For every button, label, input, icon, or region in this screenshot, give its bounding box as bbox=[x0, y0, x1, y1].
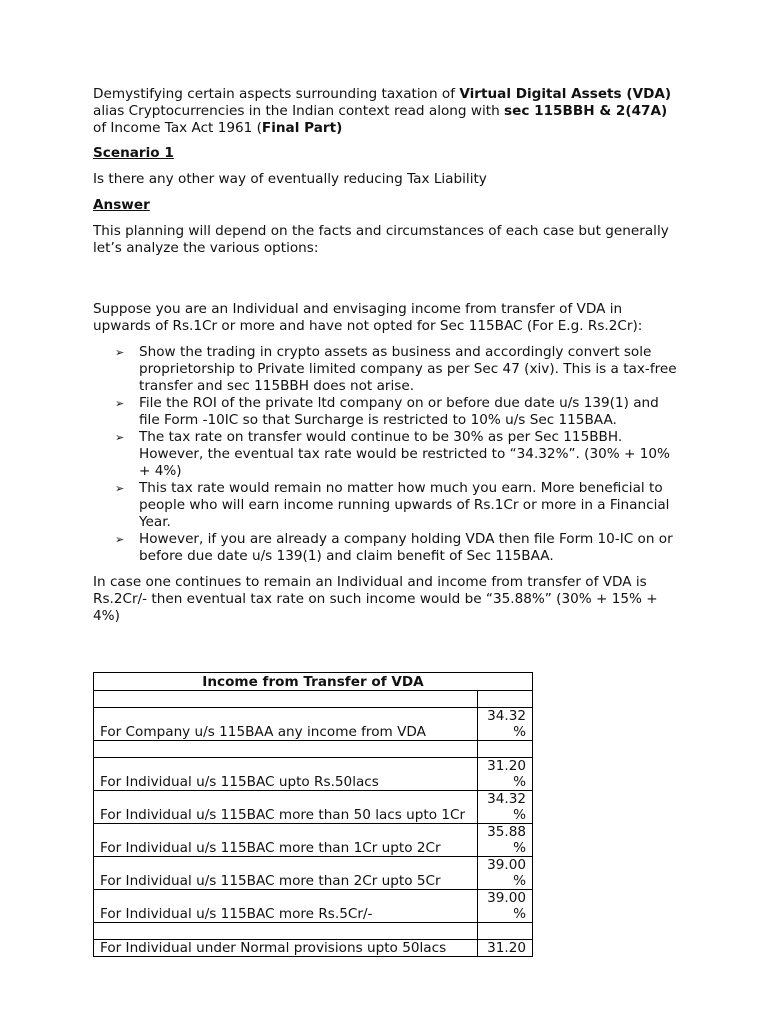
title-bold-vda: Virtual Digital Assets (VDA) bbox=[459, 86, 672, 102]
list-item: ➢ Show the trading in crypto assets as business and accordingly convert sole proprietorship to Private limited company as per Sec 47 (xiv). This is a tax-free transfer and sec 115BBH does not arise. bbox=[115, 344, 677, 394]
table-row: For Company u/s 115BAA any income from VDA 34.32 % bbox=[94, 708, 533, 741]
answer-text: This planning will depend on the facts and circumstances of each case but generally let’s analyze the various options: bbox=[93, 223, 669, 256]
options-list bbox=[93, 344, 683, 565]
table-row: For Individual u/s 115BAC more than 1Cr upto 2Cr 35.88 % bbox=[94, 824, 533, 857]
question-text: Is there any other way of eventually reducing Tax Liability bbox=[93, 171, 487, 187]
arrow-bullet-icon: ➢ bbox=[115, 482, 125, 495]
arrow-bullet-icon: ➢ bbox=[115, 397, 125, 410]
list-item: ➢ This tax rate would remain no matter how much you earn. More beneficial to people who will earn income running upwards of Rs.1Cr or more in a Financial Year. bbox=[115, 480, 670, 530]
arrow-bullet-icon: ➢ bbox=[115, 533, 125, 546]
document-title bbox=[93, 86, 683, 137]
conclusion-text: In case one continues to remain an Individual and income from transfer of VDA is Rs.2Cr/- then eventual tax rate on such income would be “35.88%” (30% + 15% + 4%) bbox=[93, 574, 658, 624]
title-text-1: Demystifying certain aspects surrounding taxation of bbox=[93, 86, 460, 102]
table-row: For Individual under Normal provisions upto 50lacs 31.20 bbox=[94, 940, 533, 957]
table-header-row bbox=[94, 673, 533, 691]
list-item: ➢ However, if you are already a company holding VDA then file Form 10-IC on or before due date u/s 139(1) and claim benefit of Sec 115BAA. bbox=[115, 531, 673, 564]
title-text-2: alias Cryptocurrencies in the Indian context read along with bbox=[93, 103, 505, 119]
table-row: For Individual u/s 115BAC more than 50 lacs upto 1Cr 34.32 % bbox=[94, 791, 533, 824]
title-bold-sections: sec 115BBH & 2(47A) bbox=[504, 103, 668, 119]
table-row: For Individual u/s 115BAC more than 2Cr upto 5Cr 39.00 % bbox=[94, 857, 533, 890]
spacer bbox=[93, 266, 683, 301]
arrow-bullet-icon: ➢ bbox=[115, 346, 125, 359]
list-item: ➢ The tax rate on transfer would continue to be 30% as per Sec 115BBH. However, the eventual tax rate would be restricted to “34.32%”. (30% + 10% + 4%) bbox=[115, 429, 670, 479]
arrow-bullet-icon: ➢ bbox=[115, 431, 125, 444]
scenario-heading: Scenario 1 bbox=[93, 145, 174, 161]
table-row bbox=[94, 691, 533, 708]
suppose-text: Suppose you are an Individual and envisaging income from transfer of VDA in upwards of Rs.1Cr or more and have not opted for Sec 115BAC (For E.g. Rs.2Cr): bbox=[93, 301, 643, 334]
spacer bbox=[93, 634, 683, 672]
table-row bbox=[94, 741, 533, 758]
document-page bbox=[93, 86, 683, 957]
title-bold-final-part: Final Part) bbox=[261, 120, 343, 136]
table-header: Income from Transfer of VDA bbox=[94, 673, 533, 691]
answer-heading: Answer bbox=[93, 197, 150, 213]
table-row bbox=[94, 923, 533, 940]
table-row: For Individual u/s 115BAC upto Rs.50lacs 31.20 % bbox=[94, 758, 533, 791]
tax-rate-table bbox=[93, 672, 533, 957]
title-text-3: of Income Tax Act 1961 ( bbox=[93, 120, 262, 136]
list-item: ➢ File the ROI of the private ltd company on or before due date u/s 139(1) and file Form -10IC so that Surcharge is restricted to 10% u/s Sec 115BAA. bbox=[115, 395, 659, 428]
table-row: For Individual u/s 115BAC more Rs.5Cr/- 39.00 % bbox=[94, 890, 533, 923]
